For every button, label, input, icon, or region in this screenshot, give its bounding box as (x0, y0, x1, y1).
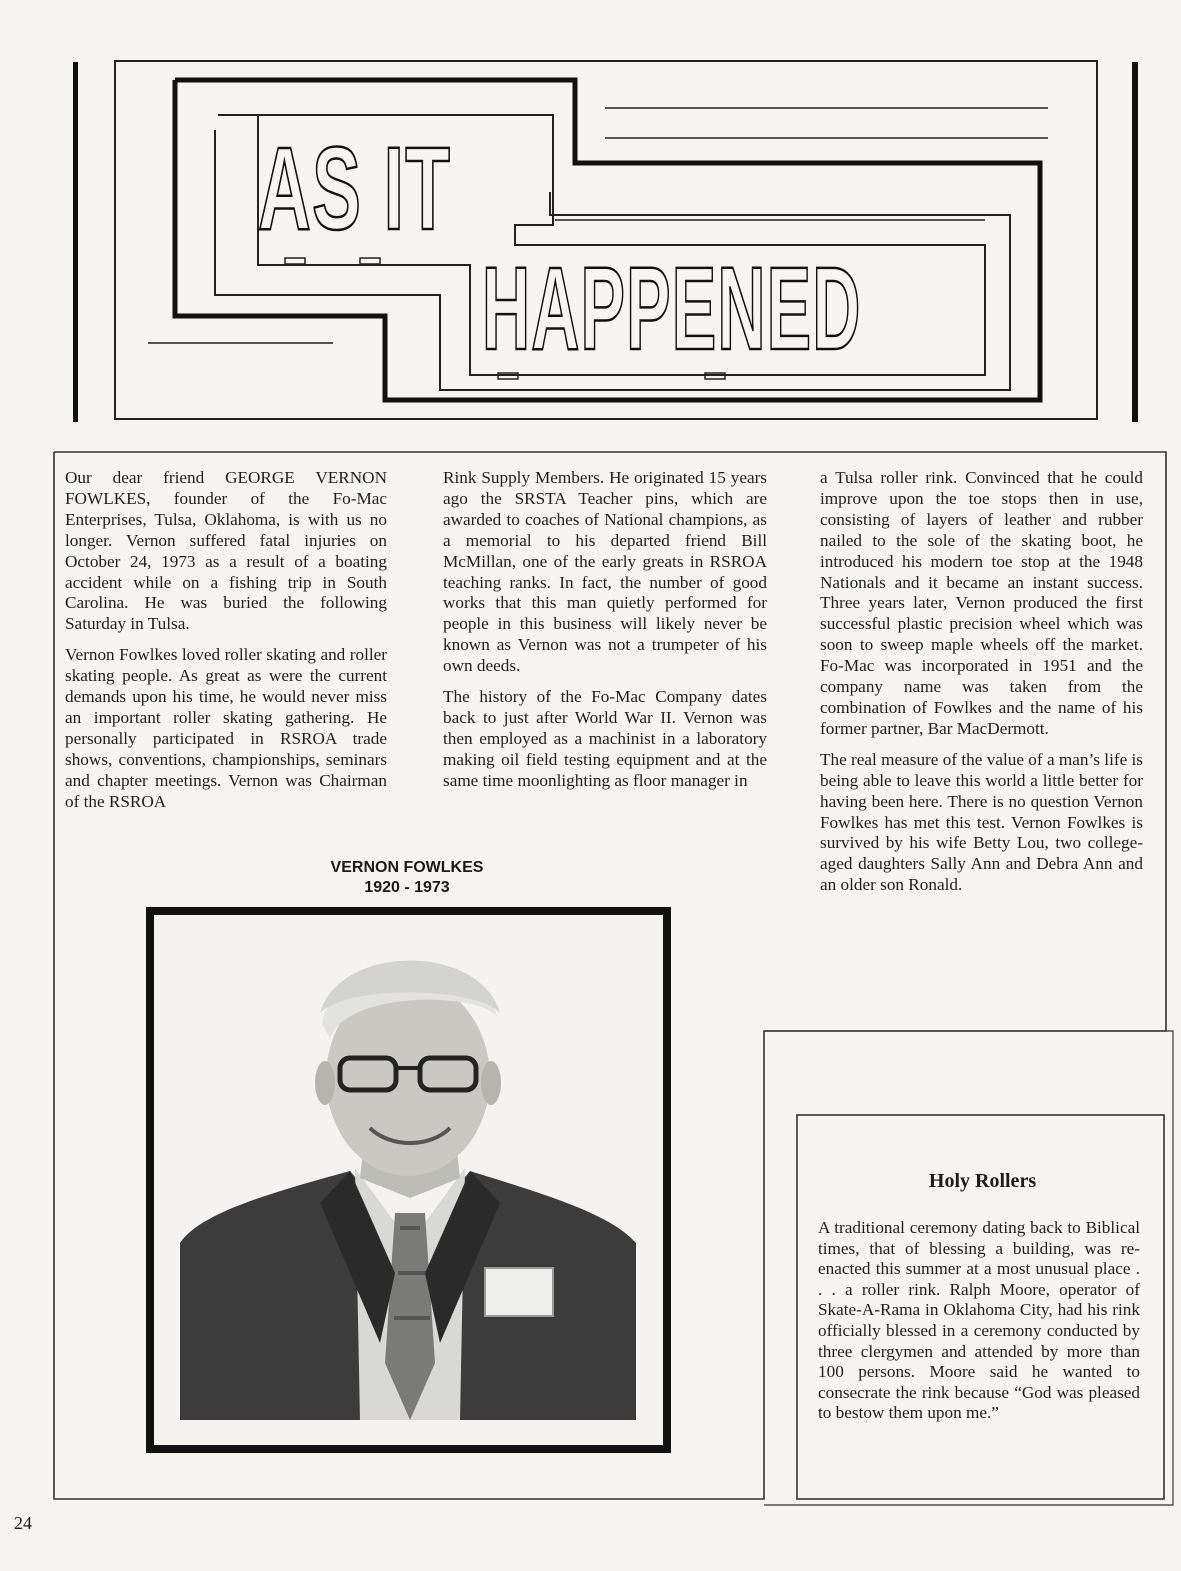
article-column-1 (65, 468, 387, 823)
article-column-3 (820, 468, 1143, 906)
page-number: 24 (14, 1513, 32, 1533)
sidebar-body (818, 1218, 1140, 1434)
article-column-2 (443, 468, 767, 802)
portrait-photo (146, 907, 671, 1453)
photo-caption (290, 858, 524, 898)
caption-name: VERNON FOWLKES (330, 859, 484, 876)
title-line-2: HAPPENED (482, 243, 862, 375)
title-line-1: AS IT (258, 123, 452, 255)
paragraph: The history of the Fo-Mac Company dates back to just after World War II. Vernon was then employed as a machinist in a laboratory making oil field testing equipment and at the same time moonlighting as floor manager in (443, 687, 767, 790)
portrait-illustration (180, 943, 636, 1420)
paragraph: A traditional ceremony dating back to Biblical times, that of blessing a building, was re-enacted this summer at a most unusual place . . . a roller rink. Ralph Moore, operator of Skate-A-Rama in Oklahoma City, had his rink officially blessed in a ceremony conducted by three clergymen and attended by more than 100 persons. Moore said he wanted to consecrate the rink because “God was pleased to bestow them upon me.” (818, 1218, 1140, 1423)
paragraph: Vernon Fowlkes loved roller skating and roller skating people. As great as were the current demands upon his time, he would never miss an important roller skating gathering. He personally participated in RSROA trade shows, conventions, championships, seminars and chapter meetings. Vernon was Chairman of the RSROA (65, 645, 387, 811)
paragraph: a Tulsa roller rink. Convinced that he could improve upon the toe stops then in use, consisting of layers of leather and rubber nailed to the sole of the skating boot, he introduced his modern toe stop at the 1948 Nationals and it became an instant success. Three years later, Vernon produced the first successful plastic precision wheel which was soon to sweep maple wheels off the market. Fo-Mac was incorporated in 1951 and the company name was taken from the combination of Fowlkes and the name of his former partner, Bar MacDermott. (820, 468, 1143, 738)
paragraph: Our dear friend GEORGE VERNON FOWLKES, founder of the Fo-Mac Enterprises, Tulsa, Oklahoma, is with us no longer. Vernon suffered fatal injuries on October 24, 1973 as a result of a boating accident while on a fishing trip in South Carolina. He was buried the following Saturday in Tulsa. (65, 468, 387, 634)
paragraph: The real measure of the value of a man’s life is being able to leave this world a little better for having been here. There is no question Vernon Fowlkes has met this test. Vernon Fowlkes is survived by his wife Betty Lou, two college-aged daughters Sally Ann and Debra Ann and an older son Ronald. (820, 749, 1143, 895)
paragraph: Rink Supply Members. He originated 15 years ago the SRSTA Teacher pins, which are awarded to coaches of National champions, as a memorial to his departed friend Bill McMillan, one of the early greats in RSROA teaching ranks. In fact, the number of good works that this man quietly performed for people in this business will likely never be known as Vernon was not a trumpeter of his own deeds. (443, 468, 767, 676)
sidebar-title: Holy Rollers (928, 1170, 1037, 1192)
caption-years: 1920 - 1973 (364, 879, 450, 896)
